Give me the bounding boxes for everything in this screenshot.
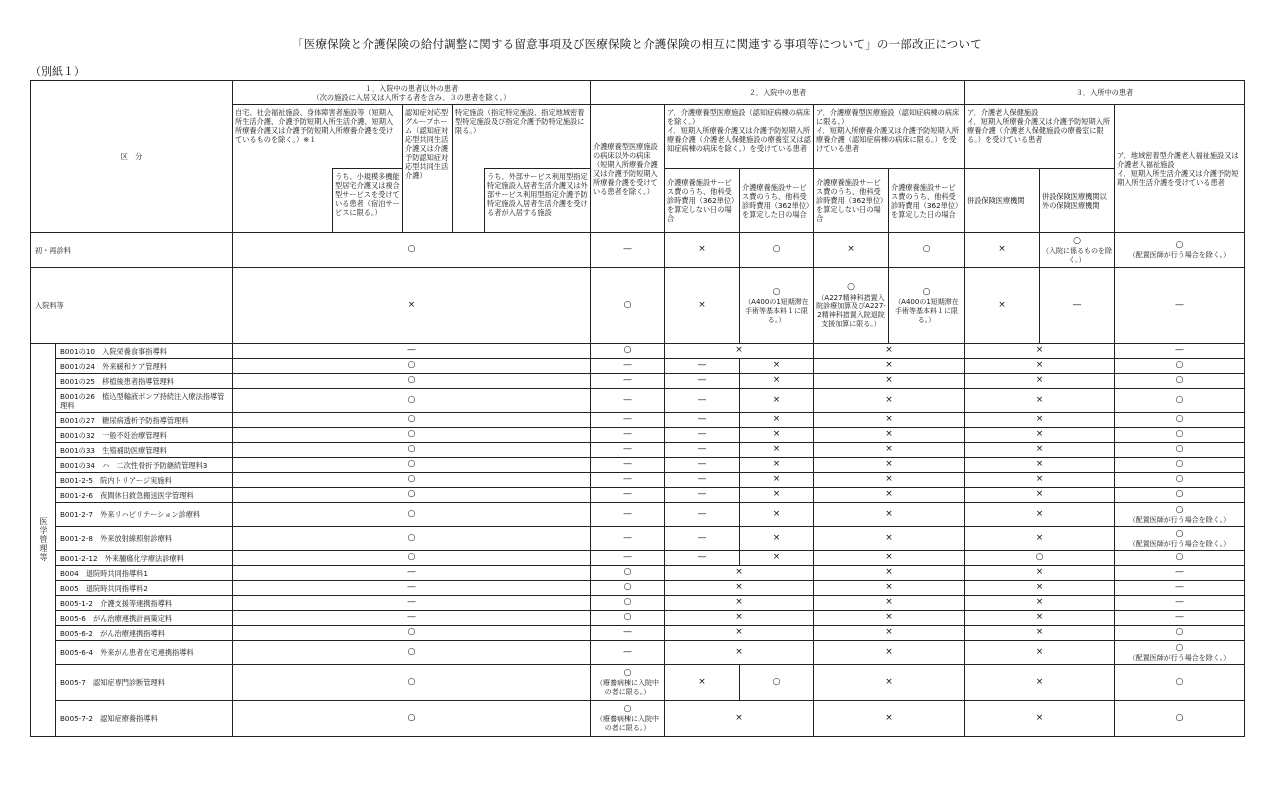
cell-welfare: ○ — [1115, 665, 1245, 701]
row-label: 初・再診料 — [31, 233, 233, 268]
cell-note: （A400の1短期滞在手術等基本料１に限る。） — [894, 298, 959, 324]
cell-outpatient: ○ — [233, 389, 591, 413]
cell-non-ltc: — — [591, 641, 665, 665]
table-row — [31, 701, 1245, 737]
table-row — [31, 641, 1245, 665]
cell-attached-institution: × — [965, 268, 1040, 344]
cell-outpatient: — — [233, 611, 591, 626]
table-row — [31, 344, 1245, 359]
cell-ltc-fee: × — [740, 458, 814, 473]
cell-ltc-hospital: × — [665, 641, 814, 665]
table-row — [31, 473, 1245, 488]
table-row — [31, 428, 1245, 443]
cell-health-facility: × — [965, 503, 1115, 527]
symbol: ○ — [922, 286, 931, 297]
header-kubun: 区 分 — [31, 81, 233, 233]
cell-outpatient: ○ — [233, 359, 591, 374]
cell-ltc-no-fee: — — [665, 389, 740, 413]
cell-welfare — [1115, 527, 1245, 551]
cell-non-ltc: — — [591, 527, 665, 551]
cell-non-ltc: ○ — [591, 581, 665, 596]
cell-dementia-no-fee: × — [814, 233, 889, 268]
cell-non-ltc: — — [591, 488, 665, 503]
cell-ltc-dementia: × — [814, 665, 965, 701]
cell-non-ltc: — — [591, 359, 665, 374]
cell-attached-institution: × — [965, 233, 1040, 268]
cell-ltc-no-fee: — — [665, 413, 740, 428]
cell-ltc-hospital: × — [665, 596, 814, 611]
cell-ltc-no-fee: — — [665, 374, 740, 389]
cell-ltc-dementia: × — [814, 359, 965, 374]
cell-health-facility: × — [965, 359, 1115, 374]
cell-non-ltc: ○ — [591, 268, 665, 344]
cell-non-ltc: — — [591, 551, 665, 566]
item-label: B001-2-6 夜間休日救急搬送医学管理料 — [56, 488, 233, 503]
row-label: 入院料等 — [31, 268, 233, 344]
cell-outpatient: × — [233, 268, 591, 344]
header-health-facility: ア．介護老人保健施設 イ．短期入所療養介護又は介護予防短期入所療養介護（介護老人保健施設の療養室に限る。）を受けている患者 — [965, 105, 1115, 169]
cell-non-ltc: — — [591, 428, 665, 443]
cell-ltc-dementia: × — [814, 503, 965, 527]
cell-non-ltc: ○ — [591, 344, 665, 359]
cell-non-ltc: ○ — [591, 611, 665, 626]
header-dementia-fee: 介護療養施設サービス費のうち、他科受診時費用（362単位）を算定した日の場合 — [889, 169, 965, 233]
cell-ltc-hospital: × — [665, 581, 814, 596]
cell-ltc-fee: × — [740, 413, 814, 428]
table-row — [31, 611, 1245, 626]
cell-health-facility: × — [965, 611, 1115, 626]
item-label: B001の25 移植後患者指導管理料 — [56, 374, 233, 389]
cell-ltc-no-fee: — — [665, 551, 740, 566]
cell-outpatient: ○ — [233, 488, 591, 503]
cell-non-ltc: — — [591, 443, 665, 458]
cell-health-facility: × — [965, 566, 1115, 581]
cell-health-facility: × — [965, 626, 1115, 641]
cell-health-facility: × — [965, 641, 1115, 665]
cell-ltc-no-fee: × — [665, 268, 740, 344]
cell-ltc-fee: ○ — [740, 665, 814, 701]
cell-health-facility: × — [965, 527, 1115, 551]
header-specified-spacer — [453, 169, 485, 233]
cell-health-facility: × — [965, 701, 1115, 737]
row-initial-visit — [31, 233, 1245, 268]
table-row — [31, 389, 1245, 413]
table-row — [31, 443, 1245, 458]
table-row — [31, 566, 1245, 581]
cell-outpatient: ○ — [233, 413, 591, 428]
cell-welfare: ○ — [1115, 473, 1245, 488]
item-label: B001の26 植込型輸液ポンプ持続注入療法指導管理料 — [56, 389, 233, 413]
cell-welfare: ○ — [1115, 374, 1245, 389]
cell-welfare: ○ — [1115, 443, 1245, 458]
cell-welfare — [1115, 503, 1245, 527]
header-home-facilities: 自宅、社会福祉施設、身体障害者施設等（短期入所生活介護、介護予防短期入所生活介護、短期入所療養介護又は介護予防短期入所療養介護を受けているものを除く。）※１ — [233, 105, 403, 169]
cell-ltc-dementia: × — [814, 428, 965, 443]
cell-health-facility: × — [965, 665, 1115, 701]
cell-ltc-fee: ○ — [740, 233, 814, 268]
cell-ltc-fee — [740, 268, 814, 344]
header-group-inpatients: ２．入院中の患者 — [591, 81, 965, 105]
cell-non-ltc: — — [591, 374, 665, 389]
item-label: B001-2-5 院内トリアージ実施料 — [56, 473, 233, 488]
item-label: B004 退院時共同指導料1 — [56, 566, 233, 581]
cell-ltc-dementia: × — [814, 389, 965, 413]
cell-ltc-no-fee: — — [665, 428, 740, 443]
cell-non-ltc: ○ — [591, 566, 665, 581]
cell-ltc-fee: × — [740, 473, 814, 488]
cell-ltc-dementia: × — [814, 374, 965, 389]
cell-other-institution — [1040, 233, 1115, 268]
cell-note: （療養病棟に入院中の者に限る。） — [596, 679, 659, 697]
section-label: 医学管理等 — [39, 516, 48, 562]
header-small-multifunction: うち、小規模多機能型居宅介護又は複合型サービスを受けている患者（宿泊サービスに限る。） — [333, 169, 403, 233]
cell-ltc-no-fee: × — [665, 665, 740, 701]
cell-note: （療養病棟に入院中の者に限る。） — [596, 715, 659, 733]
cell-non-ltc: ○ — [591, 596, 665, 611]
header-welfare-facility: ア．地域密着型介護老人福祉施設又は介護老人福祉施設 イ．短期入所生活介護又は介護予防短期入所生活介護を受けている患者 — [1115, 105, 1245, 233]
table-row — [31, 488, 1245, 503]
item-label: B001の32 一般不妊治療管理料 — [56, 428, 233, 443]
header-non-ltc-beds: 介護療養型医療施設の病床以外の病床（短期入所療養介護又は介護予防短期入所療養介護を受けている患者を除く。） — [591, 105, 665, 233]
cell-ltc-fee: × — [740, 374, 814, 389]
header-external-service: うち、外部サービス利用型指定特定施設入居者生活介護又は外部サービス利用型指定介護予防特定施設入居者生活介護を受ける者が入居する施設 — [485, 169, 591, 233]
cell-welfare: — — [1115, 268, 1245, 344]
cell-ltc-no-fee: — — [665, 359, 740, 374]
header-ltc-fee: 介護療養施設サービス費のうち、他科受診時費用（362単位）を算定した日の場合 — [740, 169, 814, 233]
cell-dementia-fee — [889, 268, 965, 344]
cell-ltc-dementia: × — [814, 551, 965, 566]
attachment-label: （別紙１） — [30, 65, 85, 78]
cell-ltc-fee: × — [740, 443, 814, 458]
cell-ltc-no-fee: × — [665, 233, 740, 268]
item-label: B005-7-2 認知症療養指導料 — [56, 701, 233, 737]
table-row — [31, 413, 1245, 428]
cell-ltc-dementia: × — [814, 641, 965, 665]
item-label: B001の24 外来緩和ケア管理料 — [56, 359, 233, 374]
item-label: B005-6-4 外来がん患者在宅連携指導料 — [56, 641, 233, 665]
cell-welfare: ○ — [1115, 458, 1245, 473]
cell-outpatient: — — [233, 596, 591, 611]
cell-non-ltc — [591, 701, 665, 737]
cell-welfare: — — [1115, 611, 1245, 626]
header-specified-facility: 特定施設（指定特定施設、指定地域密着型特定施設及び指定介護予防特定施設に限る。） — [453, 105, 591, 169]
cell-outpatient: ○ — [233, 701, 591, 737]
cell-ltc-dementia: × — [814, 611, 965, 626]
symbol: ○ — [772, 286, 781, 297]
cell-ltc-fee: × — [740, 389, 814, 413]
cell-note: （入院に係るものを除く。） — [1042, 246, 1112, 264]
cell-health-facility: × — [965, 413, 1115, 428]
cell-non-ltc: — — [591, 473, 665, 488]
cell-outpatient: ○ — [233, 443, 591, 458]
cell-welfare: ○ — [1115, 488, 1245, 503]
table-row — [31, 359, 1245, 374]
cell-outpatient: ○ — [233, 473, 591, 488]
cell-non-ltc: — — [591, 233, 665, 268]
cell-ltc-dementia: × — [814, 413, 965, 428]
cell-note: （配置医師が行う場合を除く。） — [1128, 539, 1231, 548]
cell-outpatient: — — [233, 344, 591, 359]
header-group-outpatients: １．入院中の患者以外の患者 （次の施設に入居又は入所する者を含み、３の患者を除く。） — [233, 81, 591, 105]
cell-ltc-no-fee: — — [665, 443, 740, 458]
cell-note: （配置医師が行う場合を除く。） — [1128, 653, 1231, 662]
cell-health-facility: × — [965, 473, 1115, 488]
header-dementia-no-fee: 介護療養施設サービス費のうち、他科受診時費用（362単位）を算定しない日の場合 — [814, 169, 889, 233]
cell-ltc-fee: × — [740, 359, 814, 374]
item-label: B005-1-2 介護支援等連携指導料 — [56, 596, 233, 611]
cell-health-facility: × — [965, 596, 1115, 611]
cell-dementia-fee: ○ — [889, 233, 965, 268]
item-label: B001-2-12 外来腫瘍化学療法診療料 — [56, 551, 233, 566]
cell-outpatient: ○ — [233, 233, 591, 268]
cell-note: （配置医師が行う場合を除く。） — [1128, 515, 1231, 524]
header-ltc-dementia: ア．介護療養型医療施設（認知症病棟の病床に限る。） イ．短期入所療養介護又は介護予防短期入所療養介護（認知症病棟の病床に限る。）を受けている患者 — [814, 105, 965, 169]
cell-welfare: — — [1115, 596, 1245, 611]
cell-ltc-hospital: × — [665, 626, 814, 641]
cell-outpatient: ○ — [233, 503, 591, 527]
cell-ltc-dementia: × — [814, 566, 965, 581]
header-attached-institution: 併設保険医療機関 — [965, 169, 1040, 233]
header-ltc-no-fee: 介護療養施設サービス費のうち、他科受診時費用（362単位）を算定しない日の場合 — [665, 169, 740, 233]
cell-welfare: — — [1115, 566, 1245, 581]
cell-outpatient: ○ — [233, 527, 591, 551]
table-row — [31, 458, 1245, 473]
table-row — [31, 665, 1245, 701]
cell-welfare: ○ — [1115, 701, 1245, 737]
cell-ltc-dementia: × — [814, 626, 965, 641]
symbol: ○ — [1073, 235, 1081, 246]
cell-ltc-fee: × — [740, 503, 814, 527]
cell-welfare: ○ — [1115, 551, 1245, 566]
cell-ltc-fee: × — [740, 551, 814, 566]
section-medical-management — [31, 344, 56, 737]
cell-non-ltc: — — [591, 503, 665, 527]
item-label: B005-7 認知症専門診断管理料 — [56, 665, 233, 701]
symbol: ○ — [1175, 642, 1184, 653]
symbol: ○ — [1175, 504, 1184, 515]
cell-ltc-dementia: × — [814, 527, 965, 551]
item-label: B001の33 生殖補助医療管理料 — [56, 443, 233, 458]
table-row — [31, 581, 1245, 596]
table-row — [31, 503, 1245, 527]
table-row — [31, 596, 1245, 611]
cell-ltc-dementia: × — [814, 473, 965, 488]
cell-welfare: ○ — [1115, 626, 1245, 641]
header-home-spacer — [233, 169, 333, 233]
cell-ltc-hospital: × — [665, 344, 814, 359]
cell-outpatient: ○ — [233, 665, 591, 701]
cell-health-facility: ○ — [965, 551, 1115, 566]
benefit-adjustment-table — [30, 80, 1245, 737]
cell-non-ltc: — — [591, 626, 665, 641]
table-row — [31, 626, 1245, 641]
cell-ltc-hospital: × — [665, 701, 814, 737]
cell-outpatient: ○ — [233, 374, 591, 389]
item-label: B005-6-2 がん治療連携指導料 — [56, 626, 233, 641]
cell-note: （配置医師が行う場合を除く。） — [1128, 251, 1231, 260]
cell-non-ltc — [591, 665, 665, 701]
document-title: 「医療保険と介護保険の給付調整に関する留意事項及び医療保険と介護保険の相互に関連する事項等について」の一部改正について — [292, 37, 982, 51]
item-label: B001の10 入院栄養食事指導料 — [56, 344, 233, 359]
cell-ltc-fee: × — [740, 488, 814, 503]
cell-ltc-no-fee: — — [665, 458, 740, 473]
cell-ltc-hospital: × — [665, 611, 814, 626]
cell-outpatient: — — [233, 581, 591, 596]
cell-outpatient: ○ — [233, 458, 591, 473]
symbol: ○ — [1175, 528, 1184, 539]
cell-dementia-no-fee — [814, 268, 889, 344]
cell-welfare: — — [1115, 344, 1245, 359]
cell-ltc-dementia: × — [814, 344, 965, 359]
cell-welfare: ○ — [1115, 413, 1245, 428]
cell-welfare — [1115, 233, 1245, 268]
cell-outpatient: ○ — [233, 641, 591, 665]
header-group-residents: ３．入所中の患者 — [965, 81, 1245, 105]
cell-ltc-dementia: × — [814, 581, 965, 596]
symbol: ○ — [1175, 240, 1184, 250]
cell-welfare — [1115, 641, 1245, 665]
cell-health-facility: × — [965, 488, 1115, 503]
table-row — [31, 374, 1245, 389]
symbol: ○ — [623, 704, 632, 715]
cell-health-facility: × — [965, 458, 1115, 473]
cell-outpatient: ○ — [233, 428, 591, 443]
item-label: B001-2-8 外来放射線照射診療料 — [56, 527, 233, 551]
cell-welfare: ○ — [1115, 359, 1245, 374]
item-label: B001の34 ハ 二次性骨折予防継続管理料3 — [56, 458, 233, 473]
header-other-institution: 併設保険医療機関以外の保険医療機関 — [1040, 169, 1115, 233]
cell-ltc-fee: × — [740, 428, 814, 443]
item-label: B005-6 がん治療連携計画策定料 — [56, 611, 233, 626]
cell-ltc-no-fee: — — [665, 488, 740, 503]
cell-ltc-dementia: × — [814, 443, 965, 458]
item-label: B001-2-7 外来リハビリテーション診療料 — [56, 503, 233, 527]
header-group-home: 認知症対応型グループホーム（認知症対応型共同生活介護又は介護予防認知症対応型共同生活介護） — [403, 105, 453, 233]
cell-health-facility: × — [965, 443, 1115, 458]
cell-welfare: ○ — [1115, 428, 1245, 443]
cell-health-facility: × — [965, 389, 1115, 413]
row-admission-fee — [31, 268, 1245, 344]
cell-ltc-dementia: × — [814, 701, 965, 737]
cell-ltc-fee: × — [740, 527, 814, 551]
cell-outpatient: ○ — [233, 551, 591, 566]
cell-welfare: ○ — [1115, 389, 1245, 413]
cell-outpatient: ○ — [233, 626, 591, 641]
table-row — [31, 527, 1245, 551]
cell-ltc-dementia: × — [814, 458, 965, 473]
symbol: ○ — [847, 282, 855, 293]
cell-ltc-no-fee: — — [665, 503, 740, 527]
cell-outpatient: — — [233, 566, 591, 581]
cell-note: （A227精神科措置入院診療加算及びA227-2精神科措置入院退院支援加算に限る。） — [816, 293, 886, 328]
cell-non-ltc: — — [591, 389, 665, 413]
cell-other-institution: — — [1040, 268, 1115, 344]
cell-health-facility: × — [965, 428, 1115, 443]
table-row — [31, 551, 1245, 566]
cell-welfare: — — [1115, 581, 1245, 596]
cell-note: （A400の1短期滞在手術等基本料１に限る。） — [744, 298, 809, 324]
cell-ltc-hospital: × — [665, 566, 814, 581]
cell-health-facility: × — [965, 374, 1115, 389]
cell-health-facility: × — [965, 344, 1115, 359]
cell-non-ltc: — — [591, 458, 665, 473]
item-label: B001の27 糖尿病透析予防指導管理料 — [56, 413, 233, 428]
cell-ltc-dementia: × — [814, 488, 965, 503]
cell-ltc-no-fee: — — [665, 473, 740, 488]
cell-non-ltc: — — [591, 413, 665, 428]
cell-ltc-dementia: × — [814, 596, 965, 611]
item-label: B005 退院時共同指導料2 — [56, 581, 233, 596]
cell-health-facility: × — [965, 581, 1115, 596]
symbol: ○ — [623, 668, 632, 679]
header-ltc-hospital: ア．介護療養型医療施設（認知症病棟の病床を除く。） イ．短期入所療養介護又は介護予防短期入所療養介護（介護老人保健施設の療養室又は認知症病棟の病床を除く。）を受けている患者 — [665, 105, 814, 169]
cell-ltc-no-fee: — — [665, 527, 740, 551]
